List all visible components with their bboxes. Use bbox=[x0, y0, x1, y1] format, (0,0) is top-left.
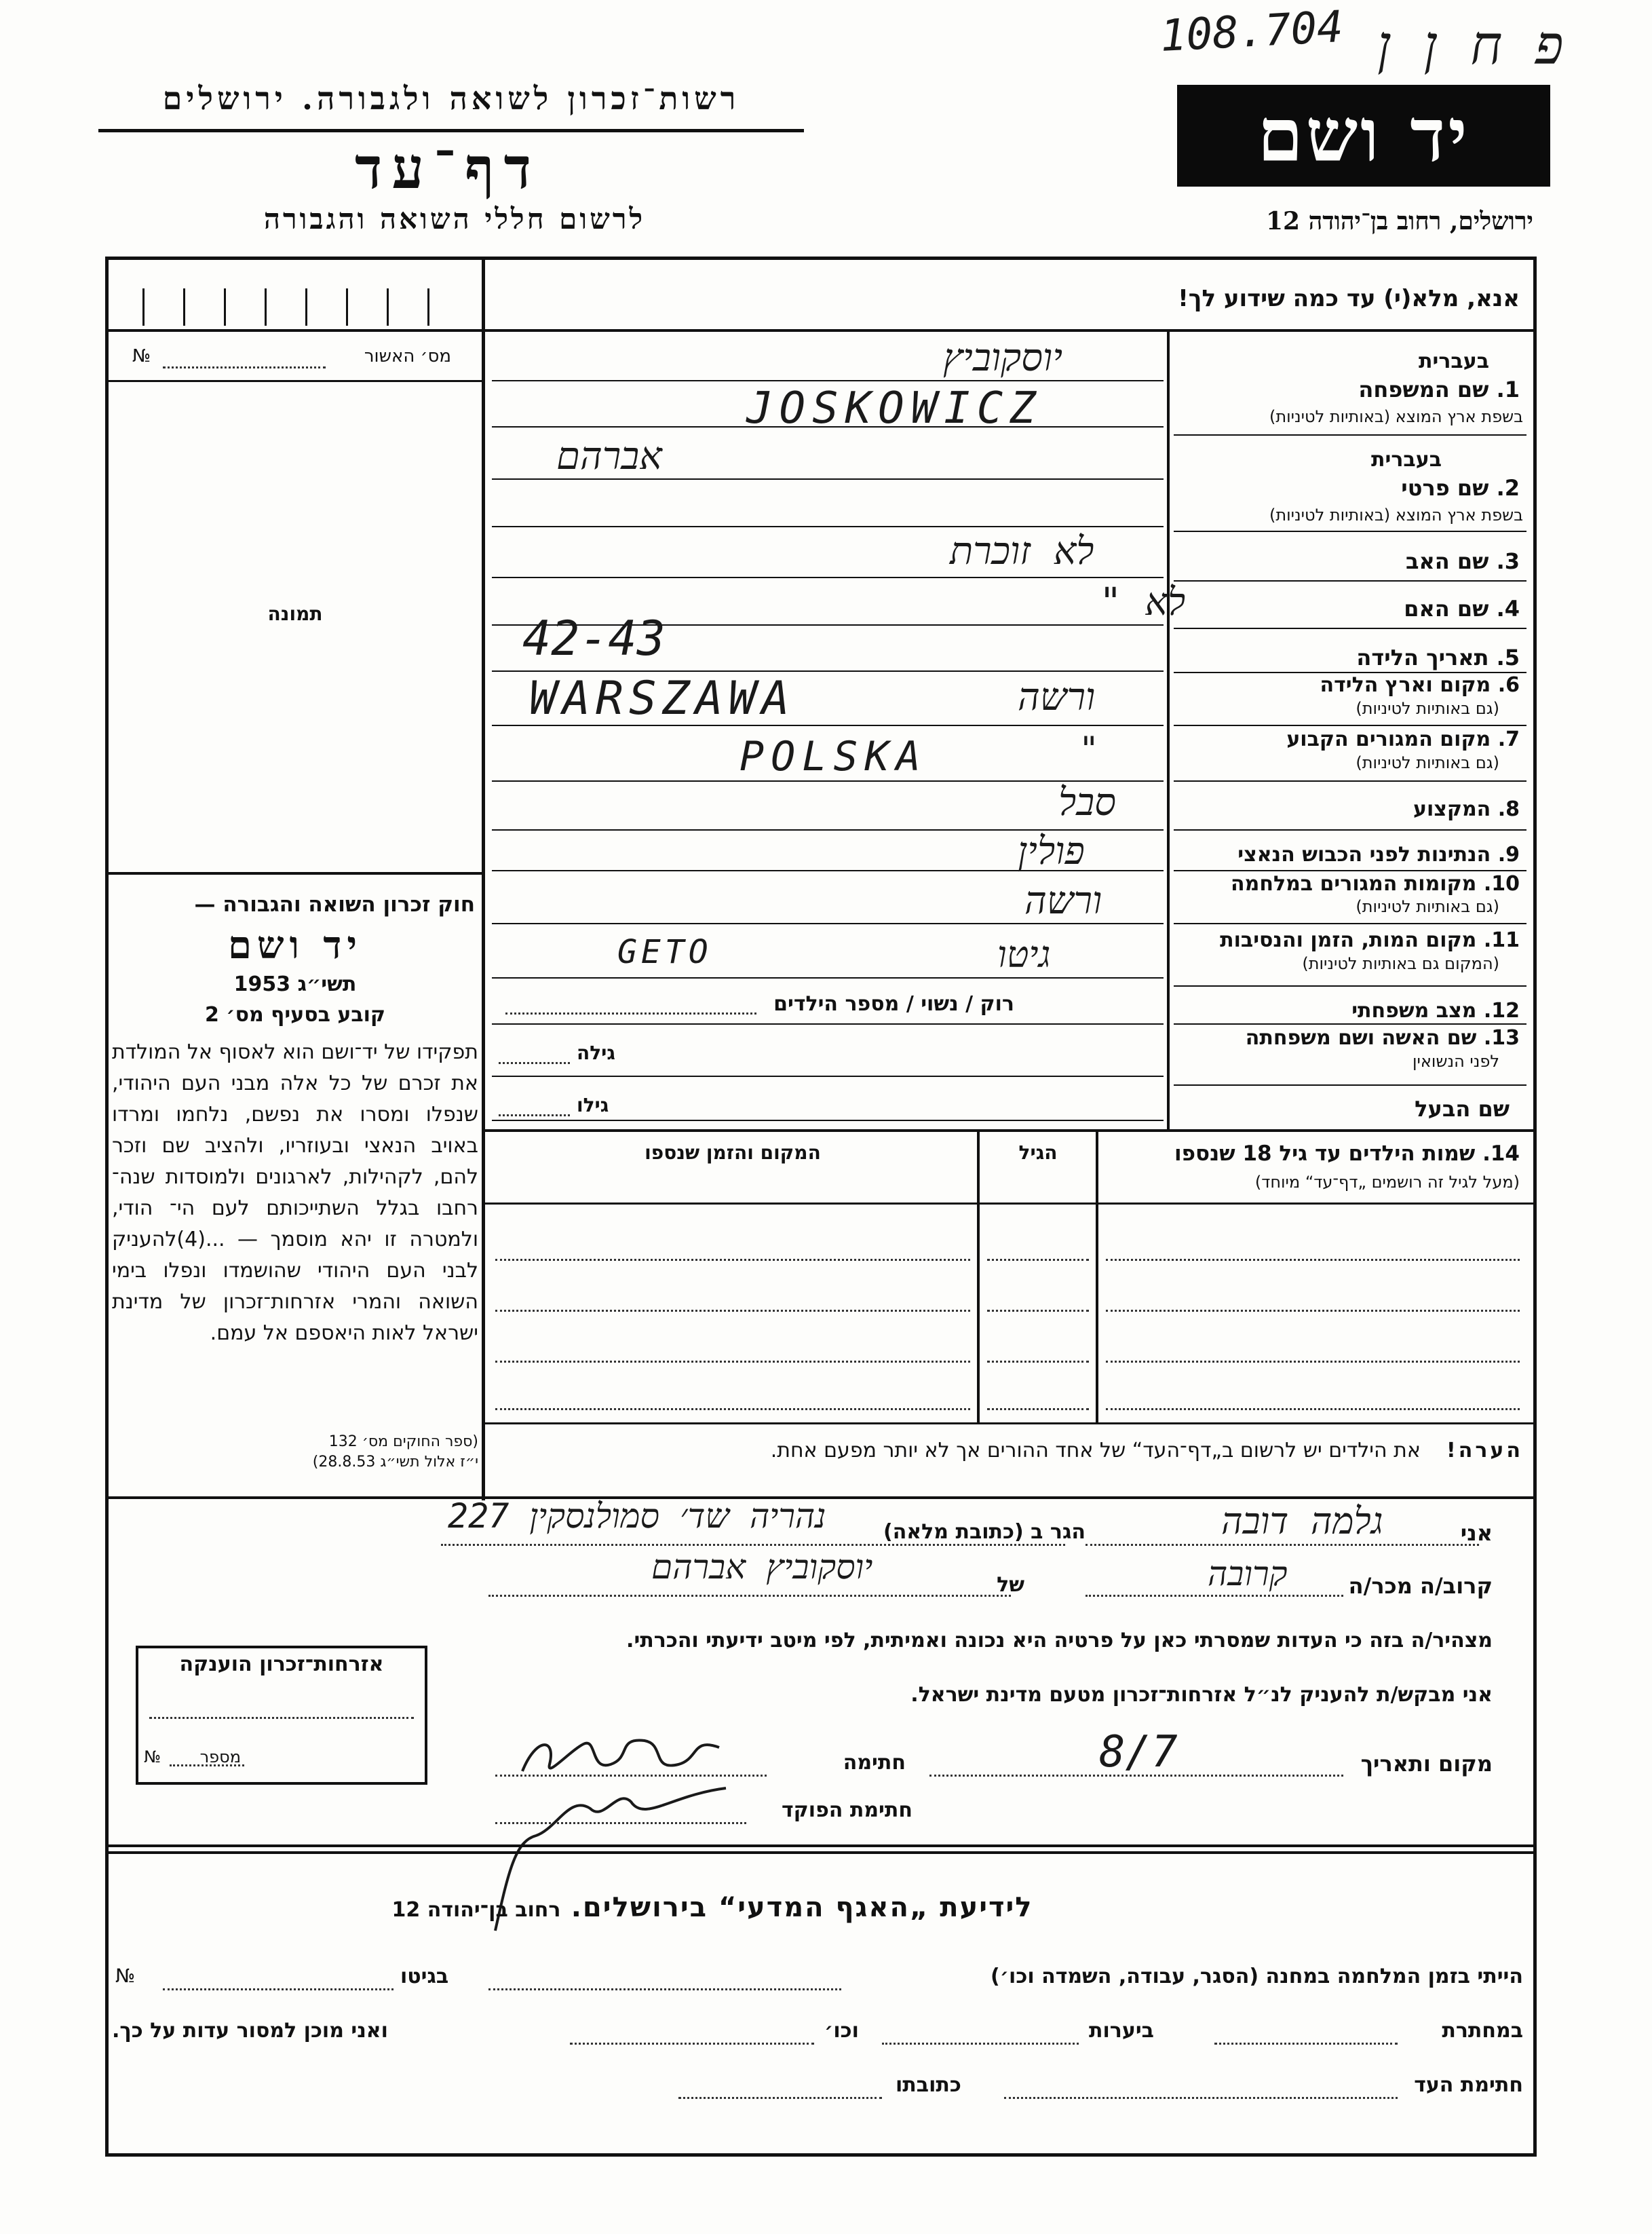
children-table-top bbox=[485, 1129, 1533, 1132]
citizenship-number-field[interactable] bbox=[170, 1764, 244, 1766]
field-1-value-hebrew[interactable]: יוסקוביץ bbox=[943, 336, 1063, 380]
intro-divider bbox=[485, 329, 1533, 332]
field-2-top-label: בעברית bbox=[1371, 448, 1442, 472]
officer-signature-label: חתימת הפוקד bbox=[782, 1798, 913, 1822]
citizenship-no-sign: № bbox=[144, 1747, 161, 1766]
law-name: יד ושם bbox=[227, 923, 363, 968]
field-13-label: 13. שם האשה ושם משפחתה bbox=[1245, 1026, 1520, 1050]
footer-witness-signature-label: חתימת העד bbox=[1414, 2073, 1523, 2097]
law-text: תפקידו של יד־ושם הוא לאסוף אל המולדת את זכרם של כל אלה מבני העם היהודי, שנפלו ומסרו את נפשם, נלחמו ומרדו באויב הנאצי ובעוזריו, ולהציב שם וזכר להם, לקהילות, לארגונים ולמוסדות שנה־ רחבו בגלל השתייכותם לעם הי־ הודי, ולמטרה זו יהא מוסמך — ...(4)להעניק לבני העם היהודי שהושמדו ונפלו בימי השואה והמרי אזרחות־זכרון של מדינת ישראל לאות היאספם אל עמם. bbox=[112, 1040, 478, 1345]
law-title: חוק זכרון השואה והגבורה — bbox=[194, 892, 475, 917]
field-11-value-hebrew[interactable]: גיטו bbox=[997, 933, 1051, 976]
footer-title: לידיעת „האגף המדעי“ בירושלים. bbox=[571, 1892, 1033, 1923]
declaration-statement: מצהיר/ה בזה כי העדות שמסרתי כאן על פרטיה היא נכונה ואמיתית, לפי מיטב ידיעתי והכרתי. bbox=[626, 1629, 1493, 1652]
footer-underground-label: במחתרת bbox=[1442, 2019, 1523, 2043]
field-1-sublabel: בשפת ארץ המוצא (באותיות לטיניות) bbox=[1269, 407, 1523, 426]
place-date-value[interactable]: 8/7 bbox=[1099, 1727, 1178, 1777]
footer-camp-label: הייתי בזמן המלחמה במחנה (הסגר, עבודה, השמדה וכו׳) bbox=[991, 1965, 1523, 1988]
marital-status-field[interactable] bbox=[505, 1012, 756, 1015]
approval-number-field[interactable] bbox=[163, 366, 326, 368]
place-date-label: מקום ותאריך bbox=[1360, 1751, 1493, 1777]
approval-checkboxes bbox=[109, 268, 478, 326]
field-4-value[interactable]: לא " bbox=[1099, 580, 1186, 624]
field-10-label: 10. מקומות המגורים במלחמה bbox=[1231, 872, 1520, 896]
footer-address: רחוב בן־יהודה 12 bbox=[391, 1898, 561, 1922]
approval-no-sign: № bbox=[132, 346, 151, 366]
field-1-label: 1. שם המשפחה bbox=[1358, 377, 1520, 402]
of-name-field[interactable] bbox=[488, 1595, 1011, 1597]
footer-etc-field[interactable] bbox=[570, 2043, 814, 2045]
field-1-value-latin[interactable]: JOSKOWICZ bbox=[746, 383, 1043, 434]
field-7-value-hebrew[interactable]: " bbox=[1079, 730, 1100, 769]
law-date: י״ז אלול תשי״ג 28.8.53) bbox=[312, 1454, 478, 1471]
declarant-i-label: אני bbox=[1460, 1520, 1493, 1546]
field-8-value[interactable]: סבל bbox=[1058, 780, 1117, 825]
field-6-sublabel: (גם באותיות לטיניות) bbox=[1356, 699, 1499, 718]
law-year: תשי״ג 1953 bbox=[233, 972, 357, 996]
field-2-value-hebrew[interactable]: אברהם bbox=[556, 434, 662, 478]
approval-number-label: מס׳ האשור bbox=[364, 346, 451, 366]
field-11-label: 11. מקום המות, הזמן והנסיבות bbox=[1220, 928, 1520, 952]
field-10-value[interactable]: ורשה bbox=[1024, 879, 1102, 923]
footer-witness-signature-field[interactable] bbox=[1004, 2097, 1398, 2099]
law-reference: (ספר החוקים מס׳ 132 bbox=[328, 1433, 478, 1450]
of-name-value[interactable]: יוסקוביץ אברהם bbox=[651, 1547, 873, 1587]
relation-field[interactable] bbox=[1086, 1595, 1343, 1597]
citizenship-number-label: מספר bbox=[199, 1747, 241, 1766]
children-title: 14. שמות הילדים עד גיל 18 שנספו bbox=[1174, 1141, 1520, 1166]
relation-label: קרוב/ה מכר/ה bbox=[1348, 1573, 1493, 1599]
field-10-sublabel: (גם באותיות לטיניות) bbox=[1356, 897, 1499, 916]
declarant-address-value[interactable]: נהריה שד׳ סמולנסקין 227 bbox=[448, 1496, 826, 1536]
field-1-top-label: בעברית bbox=[1419, 349, 1489, 373]
declarant-address-label: הגר ב (כתובת מלאה) bbox=[883, 1520, 1086, 1544]
field-2-sublabel: בשפת ארץ המוצא (באותיות לטיניות) bbox=[1269, 506, 1523, 525]
declarant-address-field[interactable] bbox=[441, 1544, 1065, 1546]
handwritten-corner-note: פ ח ן ן bbox=[1377, 14, 1564, 77]
yad-vashem-logo: יד ושם bbox=[1177, 85, 1550, 187]
field-11-value-latin[interactable]: GETO bbox=[617, 933, 712, 971]
wife-age-field[interactable] bbox=[499, 1062, 570, 1064]
authority-underline bbox=[98, 129, 804, 132]
handwritten-reference-number: 108.704 bbox=[1159, 1, 1345, 62]
footer-etc-label: וכו׳ bbox=[824, 2019, 859, 2043]
form-subtitle: לרשום חללי השואה והגבורה bbox=[263, 202, 646, 235]
footer-forests-field[interactable] bbox=[882, 2043, 1079, 2045]
field-6-value-latin[interactable]: WARSZAWA bbox=[529, 672, 795, 725]
children-place-column-header: המקום והזמן שנספו bbox=[645, 1141, 821, 1164]
yad-vashem-address: ירושלים, רחוב בן־יהודה 12 bbox=[1265, 207, 1533, 235]
field-9-value[interactable]: פולין bbox=[1018, 829, 1085, 873]
field-9-label: 9. הנתינות לפני הכבוש הנאצי bbox=[1237, 843, 1520, 867]
field-6-value-hebrew[interactable]: ורשה bbox=[1018, 675, 1096, 719]
of-label: של bbox=[997, 1573, 1024, 1597]
field-7-sublabel: (גם באותיות לטיניות) bbox=[1356, 753, 1499, 772]
children-age-column-header: הגיל bbox=[1018, 1141, 1058, 1164]
field-3-label: 3. שם האב bbox=[1405, 548, 1520, 574]
note-row bbox=[495, 1439, 1523, 1462]
field-11-sublabel: (המקום גם באותיות לטיניות) bbox=[1302, 954, 1499, 973]
footer-willing-testify: ואני מוכן למסור עדות על כך. bbox=[112, 2019, 388, 2043]
footer-forests-label: ביערות bbox=[1089, 2019, 1154, 2043]
field-4-label: 4. שם האם bbox=[1404, 596, 1520, 622]
footer-title-row bbox=[204, 1892, 1221, 1923]
footer-camp-field[interactable] bbox=[488, 1988, 841, 1990]
husband-age-field[interactable] bbox=[499, 1114, 570, 1116]
footer-ghetto-label: בגיטו bbox=[400, 1965, 449, 1988]
form-title: דף־עד bbox=[354, 134, 541, 202]
footer-underground-field[interactable] bbox=[1214, 2043, 1398, 2045]
husband-age-label: גילו bbox=[577, 1094, 609, 1116]
field-6-label: 6. מקום וארץ הלידה bbox=[1320, 673, 1520, 697]
left-column-divider bbox=[482, 259, 485, 1500]
declarant-name-field[interactable] bbox=[1086, 1544, 1479, 1546]
children-sublabel: (מעל לגיל זה רושמים „דף־עד“ מיוחד) bbox=[1254, 1173, 1520, 1192]
footer-witness-address-field[interactable] bbox=[678, 2097, 882, 2099]
footer-no-sign: № bbox=[115, 1965, 136, 1987]
note-text: את הילדים יש לרשום ב„דף־העד“ של אחד ההורים אך לא יותר מפעם אחת. bbox=[770, 1439, 1421, 1462]
photo-placeholder-label: תמונה bbox=[267, 603, 323, 625]
authority-name: רשות־זכרון לשואה ולגבורה. ירושלים bbox=[162, 80, 740, 117]
relation-value[interactable]: קרובה bbox=[1208, 1554, 1288, 1593]
field-13-sublabel: לפני הנשואין bbox=[1412, 1052, 1499, 1071]
citizenship-box-title: אזרחות־זכרון הוענקה bbox=[179, 1652, 384, 1676]
field-7-value-latin[interactable]: POLSKA bbox=[739, 733, 927, 780]
intro-instruction: אנא, מלא(י) עד כמה שידוע לך! bbox=[1178, 285, 1520, 312]
citizenship-request: אני מבקש/ת להעניק לנ״ל אזרחות־זכרון מטעם מדינת ישראל. bbox=[910, 1683, 1493, 1707]
declarant-signature bbox=[516, 1724, 739, 1785]
law-section: קובע בסעיף מס׳ 2 bbox=[204, 1003, 386, 1027]
label-column-divider bbox=[1167, 332, 1170, 1129]
field-5-label: 5. תאריך הלידה bbox=[1356, 645, 1520, 670]
husband-name-label: שם הבעל bbox=[1415, 1096, 1510, 1122]
field-5-value[interactable]: 42-43 bbox=[522, 611, 666, 666]
footer-ghetto-field[interactable] bbox=[163, 1988, 393, 1990]
photo-bottom-border bbox=[109, 872, 482, 875]
field-3-value[interactable]: לא זוכרת bbox=[950, 529, 1094, 573]
field-7-label: 7. מקום המגורים הקבוע bbox=[1286, 727, 1520, 751]
note-label: הערה! bbox=[1446, 1439, 1523, 1462]
declarant-name-value[interactable]: גלמה דובה bbox=[1221, 1500, 1383, 1542]
wife-age-label: גילה bbox=[577, 1042, 615, 1064]
marital-options: רוק / נשוי / מספר הילדים bbox=[773, 992, 1014, 1016]
footer-witness-address-label: כתובתו bbox=[896, 2073, 961, 2097]
signature-label: חתימה bbox=[843, 1751, 906, 1775]
field-8-label: 8. המקצוע bbox=[1413, 797, 1520, 821]
field-2-label: 2. שם פרטי bbox=[1401, 475, 1520, 501]
field-12-label: 12. מצב משפחתי bbox=[1351, 999, 1520, 1023]
